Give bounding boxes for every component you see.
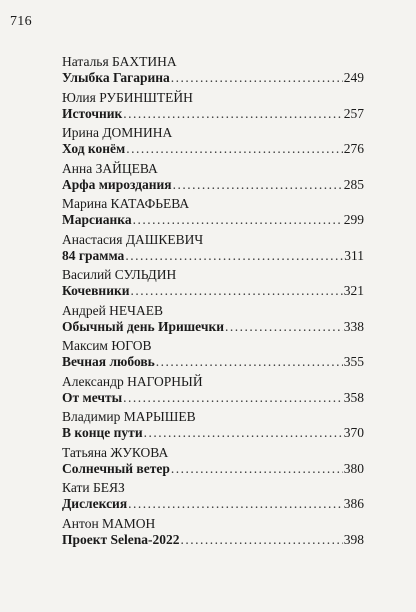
dot-leader [126, 141, 343, 157]
entry-author: Анастасия ДАШКЕВИЧ [62, 231, 204, 247]
entry-author: Андрей НЕЧАЕВ [62, 302, 163, 318]
entry-title-line [62, 248, 364, 264]
entry-title: Кочевники [62, 283, 130, 298]
dot-leader [128, 496, 343, 512]
toc-entry [62, 232, 364, 268]
dot-leader [225, 319, 343, 335]
dot-leader [123, 106, 342, 122]
entry-page: 398 [343, 531, 364, 547]
entry-title: Арфа мироздания [62, 176, 172, 192]
entry-title: Улыбка Гагарина [62, 70, 170, 85]
entry-author: Александр НАГОРНЫЙ [62, 373, 203, 389]
entry-title-line [62, 283, 364, 299]
entry-page: 257 [343, 105, 364, 121]
dot-leader [171, 70, 343, 86]
toc-entry [62, 374, 364, 410]
entry-author: Марина КАТАФЬЕВА [62, 196, 190, 211]
dot-leader [171, 461, 343, 477]
entry-page: 386 [343, 496, 364, 511]
toc-entry [62, 516, 364, 552]
entry-author: Кати БЕЯЗ [62, 480, 125, 495]
toc-entry [62, 54, 364, 90]
entry-author: Максим ЮГОВ [62, 338, 152, 353]
entry-title: Ход конём [62, 141, 126, 156]
page-number: 716 [10, 14, 32, 29]
dot-leader [181, 532, 343, 548]
entry-page: 311 [344, 247, 364, 263]
entry-title-line [62, 177, 364, 193]
entry-author: Татьяна ЖУКОВА [62, 444, 169, 460]
dot-leader [133, 212, 343, 228]
entry-title-line [62, 425, 364, 441]
entry-author: Анна ЗАЙЦЕВА [62, 160, 158, 176]
entry-title: В конце пути [62, 425, 143, 440]
entry-title-line [62, 390, 364, 406]
entry-page: 370 [343, 425, 364, 440]
toc-entry [62, 445, 364, 481]
toc-entry [62, 409, 364, 445]
dot-leader [125, 248, 343, 264]
dot-leader [173, 177, 343, 193]
entry-title-line [62, 461, 364, 477]
entry-title: 84 грамма [62, 247, 125, 263]
toc-entry [62, 480, 364, 516]
toc-entry [62, 161, 364, 197]
toc-entry [62, 303, 364, 339]
dot-leader [144, 425, 343, 441]
dot-leader [131, 283, 343, 299]
entry-title-line [62, 354, 364, 370]
entry-title-line [62, 70, 364, 86]
toc-entry [62, 90, 364, 126]
entry-title-line [62, 496, 364, 512]
entry-author: Наталья БАХТИНА [62, 54, 177, 69]
entry-title: Источник [62, 105, 123, 121]
entry-title: Проект Selena-2022 [62, 531, 180, 547]
entry-title-line [62, 212, 364, 228]
entry-title-line [62, 319, 364, 335]
toc-entry [62, 338, 364, 374]
entry-author: Владимир МАРЫШЕВ [62, 409, 196, 424]
toc-entry [62, 196, 364, 232]
entry-title-line [62, 106, 364, 122]
entry-title: Марсианка [62, 212, 132, 227]
entry-page: 276 [343, 141, 364, 156]
entry-page: 249 [343, 70, 364, 85]
entry-author: Антон МАМОН [62, 515, 156, 531]
entry-page: 380 [343, 460, 364, 476]
dot-leader [156, 354, 343, 370]
table-of-contents [62, 54, 364, 551]
entry-title: Солнечный ветер [62, 460, 170, 476]
entry-page: 321 [343, 283, 364, 298]
entry-page: 358 [343, 389, 364, 405]
entry-title-line [62, 532, 364, 548]
entry-page: 299 [343, 212, 364, 227]
entry-page: 355 [343, 354, 364, 369]
entry-page: 338 [343, 318, 364, 334]
entry-title: От мечты [62, 389, 123, 405]
entry-page: 285 [343, 176, 364, 192]
toc-entry [62, 267, 364, 303]
dot-leader [123, 390, 343, 406]
entry-author: Василий СУЛЬДИН [62, 267, 177, 282]
entry-author: Ирина ДОМНИНА [62, 125, 173, 140]
entry-title-line [62, 141, 364, 157]
entry-title: Обычный день Иришечки [62, 318, 224, 334]
toc-entry [62, 125, 364, 161]
entry-title: Дислексия [62, 496, 128, 511]
entry-author: Юлия РУБИНШТЕЙН [62, 89, 193, 105]
entry-title: Вечная любовь [62, 354, 155, 369]
